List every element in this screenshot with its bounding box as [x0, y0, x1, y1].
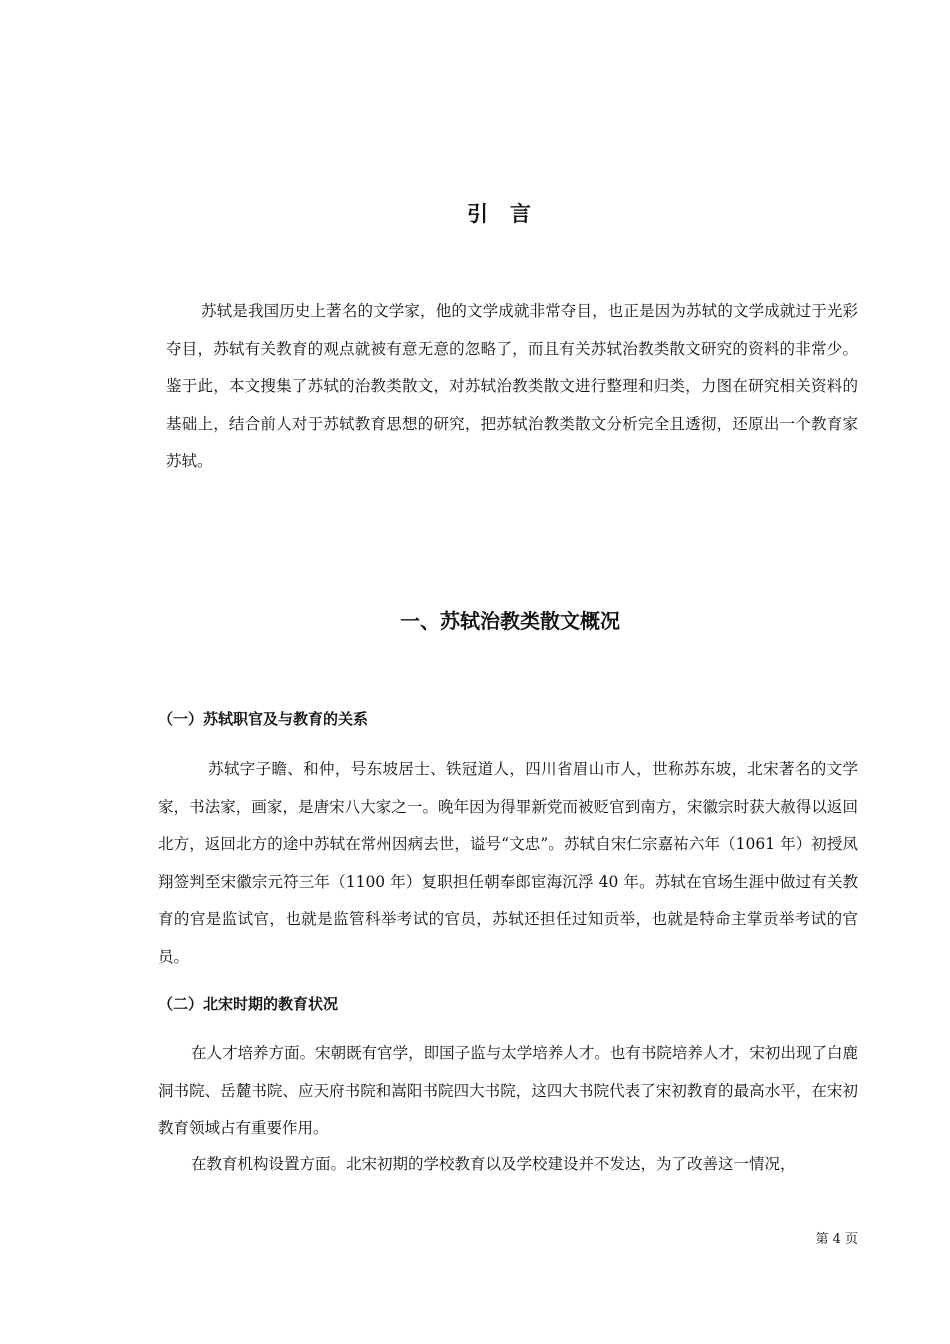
- intro-title: 引言: [467, 202, 553, 226]
- section-title: 一、苏轼治教类散文概况: [400, 609, 620, 633]
- subsection-title-education: （二）北宋时期的教育状况: [158, 995, 339, 1013]
- education-paragraph-institutions: 在教育机构设置方面。北宋初期的学校教育以及学校建设并不发达，为了改善这一情况，: [191, 1155, 796, 1173]
- subsection-title-officials: （一）苏轼职官及与教育的关系: [158, 710, 369, 728]
- officials-paragraph: 苏轼字子瞻、和仲，号东坡居士、铁冠道人，四川省眉山市人，世称苏东坡，北宋著名的文学家，书法家，画家，是唐宋八大家之一。晚年因为得罪新党而被贬官到南方，宋徽宗时获大赦得以返回北方，返回北方的途中苏轼在常州因病去世，谥号“文忠”。苏轼自宋仁宗嘉祐六年（1061 年）初授凤翔签判至宋徽宗元符三年（1100 年）复职担任朝奉郎宦海沉浮 40 年。苏轼在官场生涯中做过有关教育的官是监试官，也就是监管科举考试的官员，苏轼还担任过知贡举，也就是特命主掌贡举考试的官员。: [158, 760, 858, 966]
- intro-paragraph: 苏轼是我国历史上著名的文学家，他的文学成就非常夺目，也正是因为苏轼的文学成就过于光彩夺目，苏轼有关教育的观点就被有意无意的忽略了，而且有关苏轼治教类散文研究的资料的非常少。鉴于此，本文搜集了苏轼的治教类散文，对苏轼治教类散文进行整理和归类，力图在研究相关资料的基础上，结合前人对于苏轼教育思想的研究，把苏轼治教类散文分析完全且透彻，还原出一个教育家苏轼。: [166, 302, 858, 470]
- page-number: 第 4 页: [815, 1232, 858, 1247]
- education-paragraph-talent: 在人才培养方面。宋朝既有官学，即国子监与太学培养人才。也有书院培养人才，宋初出现了白鹿洞书院、岳麓书院、应天府书院和嵩阳书院四大书院，这四大书院代表了宋初教育的最高水平，在宋初教育领域占有重要作用。: [158, 1044, 858, 1137]
